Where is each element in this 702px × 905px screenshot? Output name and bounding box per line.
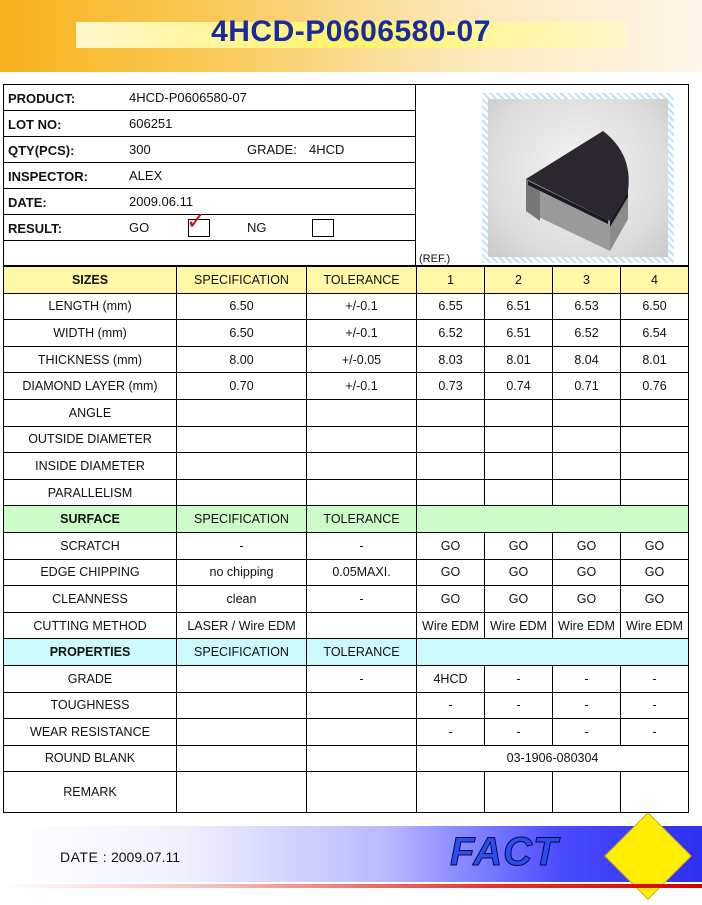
sample-value: Wire EDM (417, 612, 485, 639)
row-tolerance: +/-0.1 (307, 373, 417, 400)
tolerance-header: TOLERANCE (307, 506, 417, 533)
sample-value: 0.76 (621, 373, 689, 400)
row-spec: LASER / Wire EDM (177, 612, 307, 639)
table-row (4, 719, 689, 746)
sample-value: GO (621, 559, 689, 586)
sample-value: GO (553, 586, 621, 613)
sample-value: GO (485, 586, 553, 613)
row-spec: 6.50 (177, 320, 307, 347)
row-spec: - (177, 532, 307, 559)
ng-label: NG (247, 220, 267, 235)
row-tolerance: - (307, 532, 417, 559)
go-label: GO (129, 220, 150, 235)
sample-value: 8.03 (417, 346, 485, 373)
row-spec: no chipping (177, 559, 307, 586)
sample-value: - (621, 692, 689, 719)
sample-value: - (621, 665, 689, 692)
specification-header: SPECIFICATION (177, 639, 307, 666)
row-tolerance: - (307, 665, 417, 692)
footer-date (60, 849, 180, 865)
sample-value (417, 479, 485, 506)
row-spec (177, 479, 307, 506)
row-tolerance (307, 612, 417, 639)
sample-value: 0.74 (485, 373, 553, 400)
row-tolerance: +/-0.05 (307, 346, 417, 373)
row-tolerance (307, 745, 417, 772)
sample-value: 8.01 (485, 346, 553, 373)
row-name: CLEANNESS (4, 586, 177, 613)
row-name: PARALLELISM (4, 479, 177, 506)
table-row (4, 586, 689, 613)
sample-value: 6.51 (485, 293, 553, 320)
sample-2-header: 2 (485, 267, 553, 294)
remark-label: REMARK (4, 772, 177, 813)
info-row-inspector (4, 163, 416, 189)
sample-value: 6.54 (621, 320, 689, 347)
sample-value (485, 479, 553, 506)
section-blank (417, 639, 689, 666)
table-row (4, 373, 689, 400)
table-row (4, 692, 689, 719)
table-row (4, 399, 689, 426)
sample-value: - (553, 719, 621, 746)
sample-value: GO (417, 559, 485, 586)
remark-row (4, 772, 689, 813)
round-blank-label: ROUND BLANK (4, 745, 177, 772)
row-name: INSIDE DIAMETER (4, 453, 177, 480)
row-spec: clean (177, 586, 307, 613)
row-tolerance: - (307, 586, 417, 613)
sample-value: GO (621, 532, 689, 559)
sample-value: 8.04 (553, 346, 621, 373)
sample-3-header: 3 (553, 267, 621, 294)
table-row (4, 453, 689, 480)
table-row (4, 426, 689, 453)
row-name: OUTSIDE DIAMETER (4, 426, 177, 453)
product-photo-frame (482, 93, 674, 263)
row-spec (177, 719, 307, 746)
row-tolerance (307, 692, 417, 719)
checkmark-icon: ✓ (186, 208, 207, 235)
sample-value: Wire EDM (621, 612, 689, 639)
table-row (4, 612, 689, 639)
inspector-label: INSPECTOR: (8, 169, 88, 184)
product-value: 4HCD-P0606580-07 (129, 90, 247, 105)
sample-value (621, 399, 689, 426)
sample-value: - (485, 665, 553, 692)
sample-value (485, 453, 553, 480)
sample-value: 6.51 (485, 320, 553, 347)
footer-date-value: 2009.07.11 (110, 849, 180, 865)
row-tolerance (307, 399, 417, 426)
sample-value: 8.01 (621, 346, 689, 373)
sample-value: 0.71 (553, 373, 621, 400)
row-name: LENGTH (mm) (4, 293, 177, 320)
lot-label: LOT NO: (8, 117, 62, 132)
row-tolerance (307, 479, 417, 506)
row-spec (177, 745, 307, 772)
remark-cell (177, 772, 307, 813)
sample-value (417, 426, 485, 453)
sample-value: - (621, 719, 689, 746)
info-row-qty (4, 137, 416, 163)
remark-cell (485, 772, 553, 813)
sample-value: GO (621, 586, 689, 613)
sample-value (621, 479, 689, 506)
sample-value: 0.73 (417, 373, 485, 400)
info-row-result (4, 208, 416, 241)
sample-value: GO (417, 586, 485, 613)
sample-value: 6.55 (417, 293, 485, 320)
sample-value (417, 453, 485, 480)
row-name: CUTTING METHOD (4, 612, 177, 639)
page-title: 4HCD-P0606580-07 (211, 15, 491, 48)
grade-value: 4HCD (309, 142, 345, 157)
inspection-table (3, 266, 689, 813)
qty-label: QTY(PCS): (8, 143, 75, 158)
sample-value (485, 399, 553, 426)
table-row (4, 559, 689, 586)
page-edge-gap (106, 816, 262, 822)
ref-label: (REF.) (419, 253, 451, 265)
sample-value (553, 453, 621, 480)
qty-value: 300 (129, 142, 151, 157)
sample-value: 4HCD (417, 665, 485, 692)
row-tolerance: +/-0.1 (307, 293, 417, 320)
row-name: EDGE CHIPPING (4, 559, 177, 586)
row-name: WEAR RESISTANCE (4, 719, 177, 746)
sample-value: Wire EDM (553, 612, 621, 639)
sample-value (621, 426, 689, 453)
row-name: SCRATCH (4, 532, 177, 559)
sample-value: - (417, 692, 485, 719)
sample-value: - (485, 692, 553, 719)
remark-cell (417, 772, 485, 813)
round-blank-row (4, 745, 689, 772)
sample-value: GO (485, 532, 553, 559)
row-spec: 6.50 (177, 293, 307, 320)
surface-header-row (4, 506, 689, 533)
remark-cell (553, 772, 621, 813)
date-label: DATE: (8, 195, 47, 210)
sample-value: GO (553, 532, 621, 559)
sample-value: GO (553, 559, 621, 586)
date-value: 2009.06.11 (129, 194, 194, 209)
sample-4-header: 4 (621, 267, 689, 294)
sample-value: - (417, 719, 485, 746)
row-spec (177, 426, 307, 453)
remark-cell (307, 772, 417, 813)
sample-value: - (553, 665, 621, 692)
row-name: WIDTH (mm) (4, 320, 177, 347)
table-row (4, 320, 689, 347)
table-row (4, 665, 689, 692)
inspection-sheet (3, 84, 689, 818)
section-blank (417, 506, 689, 533)
row-tolerance (307, 453, 417, 480)
fact-logo: FACT (450, 830, 559, 874)
row-tolerance (307, 719, 417, 746)
specification-header: SPECIFICATION (177, 267, 307, 294)
sample-value: 6.53 (553, 293, 621, 320)
sizes-header: SIZES (4, 267, 177, 294)
row-spec (177, 399, 307, 426)
row-name: ANGLE (4, 399, 177, 426)
row-name: GRADE (4, 665, 177, 692)
sample-value (417, 399, 485, 426)
footer-banner (0, 826, 702, 882)
info-row-lot (4, 111, 416, 137)
table-row (4, 293, 689, 320)
sample-value: GO (485, 559, 553, 586)
row-spec (177, 453, 307, 480)
sample-value: - (553, 692, 621, 719)
row-tolerance: +/-0.1 (307, 320, 417, 347)
properties-header: PROPERTIES (4, 639, 177, 666)
sizes-header-row (4, 267, 689, 294)
info-block (3, 84, 415, 266)
sample-value (553, 479, 621, 506)
grade-label: GRADE: (247, 142, 297, 157)
row-name: THICKNESS (mm) (4, 346, 177, 373)
tolerance-header: TOLERANCE (307, 639, 417, 666)
photo-cell (415, 84, 689, 266)
product-photo (488, 99, 668, 257)
info-row-product (4, 85, 416, 111)
sample-value: 6.52 (553, 320, 621, 347)
sample-value (485, 426, 553, 453)
lot-value: 606251 (129, 116, 173, 131)
surface-header: SURFACE (4, 506, 177, 533)
remark-cell (621, 772, 689, 813)
table-row (4, 346, 689, 373)
table-row (4, 532, 689, 559)
round-blank-value: 03-1906-080304 (417, 745, 689, 772)
sample-value: GO (417, 532, 485, 559)
inspector-value: ALEX (129, 168, 163, 183)
sample-value: - (485, 719, 553, 746)
product-label: PRODUCT: (8, 91, 76, 106)
sample-value (621, 453, 689, 480)
row-name: DIAMOND LAYER (mm) (4, 373, 177, 400)
sample-1-header: 1 (417, 267, 485, 294)
sample-value: 6.52 (417, 320, 485, 347)
ng-checkbox[interactable] (312, 219, 334, 237)
properties-header-row (4, 639, 689, 666)
row-spec (177, 665, 307, 692)
row-spec (177, 692, 307, 719)
footer-date-label: DATE : (60, 849, 108, 865)
row-name: TOUGHNESS (4, 692, 177, 719)
table-row (4, 479, 689, 506)
row-tolerance (307, 426, 417, 453)
sample-value (553, 426, 621, 453)
sample-value: 6.50 (621, 293, 689, 320)
result-label: RESULT: (8, 221, 62, 236)
row-tolerance: 0.05MAXI. (307, 559, 417, 586)
footer-red-line (0, 884, 702, 888)
info-row-date (4, 189, 416, 215)
sample-value: Wire EDM (485, 612, 553, 639)
specification-header: SPECIFICATION (177, 506, 307, 533)
row-spec: 0.70 (177, 373, 307, 400)
sample-value (553, 399, 621, 426)
tolerance-header: TOLERANCE (307, 267, 417, 294)
row-spec: 8.00 (177, 346, 307, 373)
